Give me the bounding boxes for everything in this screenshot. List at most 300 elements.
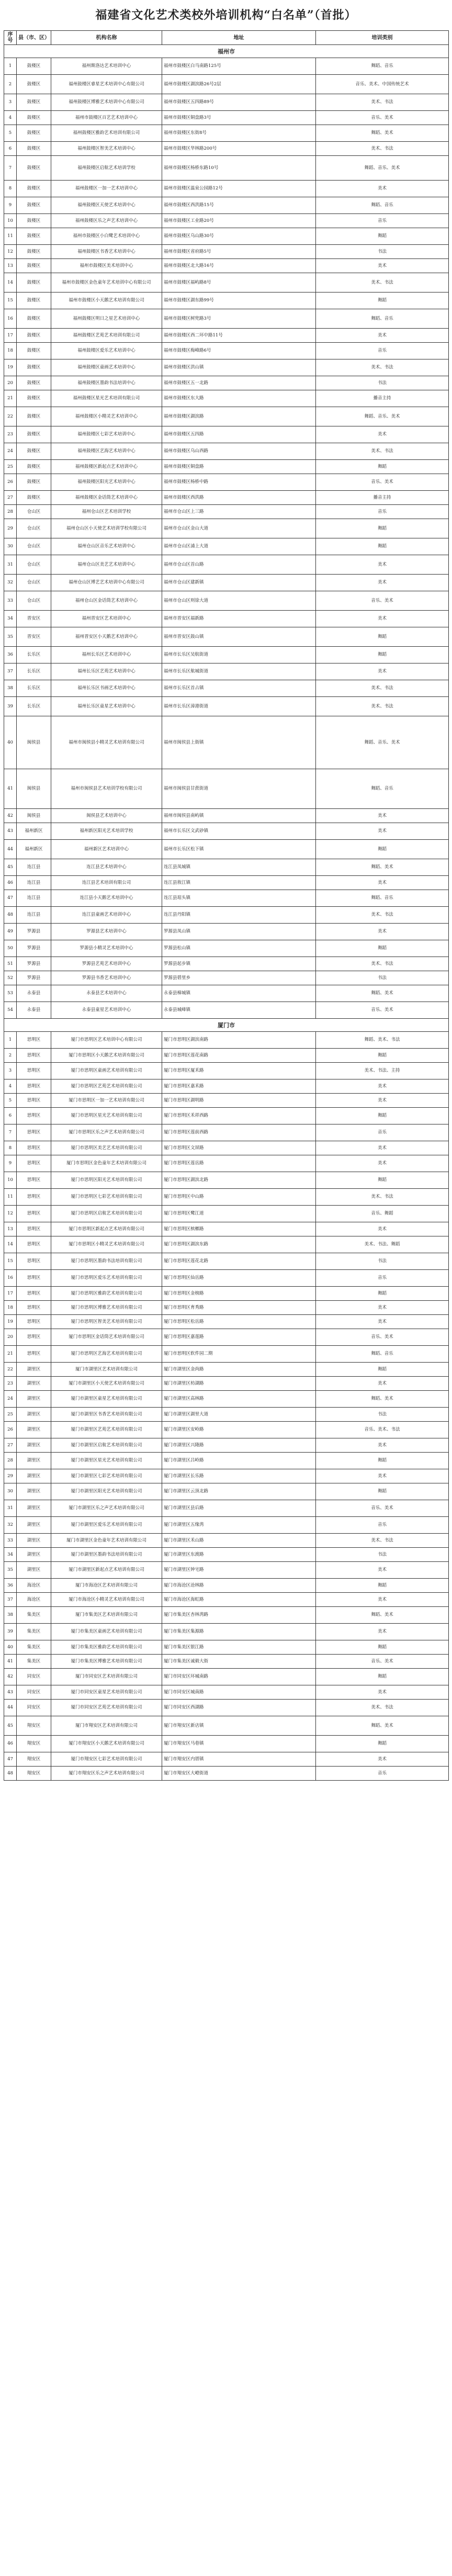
cell-name: 厦门市思明区七彩艺术培训有限公司 <box>51 1189 162 1206</box>
cell-address: 罗源县松山镇 <box>162 940 316 957</box>
cell-number: 2 <box>4 75 17 94</box>
cell-number: 44 <box>4 1700 17 1716</box>
cell-area: 仓山区 <box>17 519 51 538</box>
cell-type: 舞蹈 <box>316 460 449 474</box>
cell-number: 23 <box>4 1377 17 1391</box>
cell-type: 美术、书法 <box>316 957 449 971</box>
cell-type: 舞蹈 <box>316 1736 449 1752</box>
cell-area: 思明区 <box>17 1287 51 1301</box>
cell-number: 32 <box>4 1517 17 1534</box>
table-row <box>4 957 449 971</box>
cell-address: 厦门市湖里区长乐路 <box>162 1469 316 1483</box>
cell-area: 仓山区 <box>17 555 51 575</box>
cell-type: 美术 <box>316 181 449 197</box>
cell-type: 舞蹈 <box>316 1453 449 1469</box>
cell-number: 30 <box>4 1483 17 1500</box>
cell-name: 厦门市集美区艺术培训有限公司 <box>51 1607 162 1624</box>
cell-name: 厦门市思明区金色童年艺术培训有限公司 <box>51 1155 162 1172</box>
cell-area: 湖里区 <box>17 1483 51 1500</box>
cell-address: 厦门市集美区诚毅大街 <box>162 1655 316 1669</box>
cell-area: 鼓楼区 <box>17 376 51 390</box>
cell-type: 音乐、美术 <box>316 1655 449 1669</box>
cell-number: 7 <box>4 1124 17 1141</box>
cell-number: 40 <box>4 716 17 769</box>
cell-area: 湖里区 <box>17 1422 51 1438</box>
table-row <box>4 181 449 197</box>
cell-name: 厦门市湖里区艺苑艺术培训有限公司 <box>51 1422 162 1438</box>
cell-type: 美术 <box>316 1624 449 1640</box>
cell-number: 38 <box>4 1607 17 1624</box>
table-row <box>4 697 449 716</box>
cell-number: 14 <box>4 273 17 293</box>
cell-area: 罗源县 <box>17 971 51 985</box>
cell-type: 美术 <box>316 1752 449 1767</box>
cell-address: 厦门市思明区软件园二期 <box>162 1346 316 1363</box>
table-row <box>4 809 449 823</box>
cell-area: 同安区 <box>17 1669 51 1685</box>
cell-type: 美术 <box>316 1377 449 1391</box>
cell-address: 厦门市湖里区云顶北路 <box>162 1483 316 1500</box>
cell-address: 厦门市思明区湖明路 <box>162 1094 316 1108</box>
cell-number: 44 <box>4 840 17 859</box>
cell-address: 福州市鼓楼区五四路89号 <box>162 94 316 111</box>
cell-name: 福州鼓楼区雅韵艺术培训有限公司 <box>51 125 162 142</box>
cell-area: 长乐区 <box>17 680 51 697</box>
table-row <box>4 491 449 505</box>
table-row <box>4 426 449 443</box>
cell-name: 福州鼓楼区爱乐艺术培训中心 <box>51 343 162 359</box>
cell-name: 连江县艺术培训有限公司 <box>51 876 162 890</box>
cell-address: 福州市仓山区建新镇 <box>162 575 316 591</box>
table-row <box>4 58 449 75</box>
cell-type: 美术 <box>316 1094 449 1108</box>
cell-name: 厦门市思明区美艺艺术培训有限公司 <box>51 1141 162 1155</box>
cell-address: 福州市鼓楼区西洪路15号 <box>162 197 316 214</box>
cell-address: 福州市长乐区首占镇 <box>162 680 316 697</box>
cell-number: 29 <box>4 519 17 538</box>
cell-address: 厦门市海沧区沧林路 <box>162 1579 316 1593</box>
cell-type: 美术 <box>316 1315 449 1329</box>
cell-type: 舞蹈 <box>316 293 449 309</box>
cell-area: 翔安区 <box>17 1767 51 1781</box>
cell-name: 福州鼓楼区新起点艺术培训中心 <box>51 460 162 474</box>
cell-type: 舞蹈、美术 <box>316 859 449 876</box>
cell-area: 湖里区 <box>17 1363 51 1377</box>
table-row <box>4 985 449 1002</box>
cell-number: 37 <box>4 1593 17 1607</box>
cell-number: 45 <box>4 1716 17 1736</box>
cell-number: 36 <box>4 1579 17 1593</box>
table-row <box>4 1517 449 1534</box>
table-row <box>4 1079 449 1094</box>
cell-number: 18 <box>4 1301 17 1315</box>
cell-type: 舞蹈 <box>316 1049 449 1063</box>
cell-type: 音乐 <box>316 505 449 519</box>
cell-type: 舞蹈 <box>316 1579 449 1593</box>
cell-address: 福州市鼓楼区湖东路99号 <box>162 293 316 309</box>
cell-address: 厦门市思明区禾祥西路 <box>162 1108 316 1124</box>
cell-address: 福州市仓山区金山大道 <box>162 519 316 538</box>
cell-name: 罗源县书香艺术培训中心 <box>51 971 162 985</box>
cell-number: 33 <box>4 1534 17 1548</box>
table-body <box>4 45 449 1781</box>
table-row <box>4 1767 449 1781</box>
cell-type: 美术 <box>316 1562 449 1579</box>
cell-type: 音乐、美术、书法 <box>316 1422 449 1438</box>
cell-address: 福州市长乐区吴航街道 <box>162 647 316 663</box>
cell-name: 福州鼓楼区墨韵书法培训中心 <box>51 376 162 390</box>
cell-name: 厦门市思明区艺术培训中心有限公司 <box>51 1032 162 1049</box>
table-row <box>4 907 449 924</box>
header-address: 地址 <box>162 31 316 45</box>
cell-number: 43 <box>4 1685 17 1700</box>
cell-name: 厦门市思明区爱乐艺术培训有限公司 <box>51 1270 162 1287</box>
cell-address: 福州市晋安区福新路 <box>162 611 316 627</box>
table-row <box>4 769 449 809</box>
cell-area: 晋安区 <box>17 611 51 627</box>
cell-number: 2 <box>4 1049 17 1063</box>
table-row <box>4 1624 449 1640</box>
cell-name: 厦门市翔安区小天鹅艺术培训有限公司 <box>51 1736 162 1752</box>
table-row <box>4 1391 449 1408</box>
cell-number: 42 <box>4 1669 17 1685</box>
cell-number: 30 <box>4 538 17 555</box>
cell-address: 厦门市湖里区湖里大道 <box>162 1408 316 1422</box>
section-row <box>4 45 449 58</box>
cell-number: 1 <box>4 58 17 75</box>
cell-address: 厦门市思明区嘉禾路 <box>162 1079 316 1094</box>
cell-area: 鼓楼区 <box>17 94 51 111</box>
cell-address: 永泰县樟城镇 <box>162 985 316 1002</box>
cell-area: 鼓楼区 <box>17 156 51 181</box>
cell-name: 厦门市翔安区七彩艺术培训有限公司 <box>51 1752 162 1767</box>
cell-number: 49 <box>4 924 17 940</box>
cell-area: 鼓楼区 <box>17 474 51 491</box>
cell-type: 舞蹈、美术 <box>316 985 449 1002</box>
cell-type: 美术、书法 <box>316 907 449 924</box>
cell-area: 同安区 <box>17 1700 51 1716</box>
cell-address: 厦门市思明区莲岳路 <box>162 1155 316 1172</box>
table-row <box>4 1222 449 1236</box>
cell-name: 福州长乐区书画艺术培训中心 <box>51 680 162 697</box>
cell-area: 思明区 <box>17 1315 51 1329</box>
cell-area: 思明区 <box>17 1049 51 1063</box>
table-row <box>4 1422 449 1438</box>
cell-address: 福州市鼓楼区西二环中路11号 <box>162 329 316 343</box>
cell-type: 美术、书法 <box>316 273 449 293</box>
cell-area: 鼓楼区 <box>17 125 51 142</box>
table-row <box>4 890 449 907</box>
cell-area: 翔安区 <box>17 1716 51 1736</box>
cell-area: 思明区 <box>17 1063 51 1079</box>
cell-number: 13 <box>4 259 17 273</box>
cell-number: 3 <box>4 94 17 111</box>
cell-address: 厦门市思明区湖滨北路 <box>162 1172 316 1189</box>
cell-number: 4 <box>4 111 17 125</box>
cell-name: 厦门市同安区艺苑艺术培训有限公司 <box>51 1700 162 1716</box>
table-row <box>4 94 449 111</box>
cell-area: 鼓楼区 <box>17 259 51 273</box>
cell-address: 罗源县起步镇 <box>162 957 316 971</box>
cell-area: 同安区 <box>17 1685 51 1700</box>
cell-address: 福州市长乐区松下镇 <box>162 840 316 859</box>
cell-number: 25 <box>4 460 17 474</box>
cell-type: 音乐、美术 <box>316 591 449 611</box>
cell-type: 美术 <box>316 1685 449 1700</box>
table-row <box>4 1752 449 1767</box>
table-row <box>4 460 449 474</box>
table-row <box>4 376 449 390</box>
cell-name: 福州鼓楼区书香艺术培训中心 <box>51 245 162 259</box>
cell-area: 永泰县 <box>17 1002 51 1019</box>
cell-name: 厦门市思明区童画艺术培训有限公司 <box>51 1063 162 1079</box>
cell-type: 美术 <box>316 1141 449 1155</box>
cell-address: 福州市鼓楼区东街8号 <box>162 125 316 142</box>
cell-address: 厦门市同安区西湖路 <box>162 1700 316 1716</box>
document-title-text: 福建省文化艺术类校外培训机构“白名单”（首批） <box>95 8 357 22</box>
cell-number: 48 <box>4 907 17 924</box>
cell-number: 53 <box>4 985 17 1002</box>
cell-area: 思明区 <box>17 1155 51 1172</box>
cell-area: 集美区 <box>17 1607 51 1624</box>
cell-address: 厦门市思明区鹭江道 <box>162 1206 316 1222</box>
cell-name: 厦门市思明区博雅艺术培训有限公司 <box>51 1301 162 1315</box>
cell-number: 52 <box>4 971 17 985</box>
cell-name: 福州市鼓楼区小白鹭艺术培训中心 <box>51 228 162 245</box>
cell-address: 福州市鼓楼区东大路 <box>162 390 316 407</box>
cell-name: 厦门市翔安区乐之声艺术培训有限公司 <box>51 1767 162 1781</box>
cell-address: 厦门市思明区莲前西路 <box>162 1124 316 1141</box>
cell-address: 福州市鼓楼区温泉公园路12号 <box>162 181 316 197</box>
table-row <box>4 1253 449 1270</box>
cell-name: 福州长乐区艺术培训中心 <box>51 647 162 663</box>
cell-address: 福州市鼓楼区西洪路 <box>162 491 316 505</box>
cell-number: 36 <box>4 647 17 663</box>
cell-number: 26 <box>4 1422 17 1438</box>
cell-area: 罗源县 <box>17 924 51 940</box>
table-row <box>4 627 449 647</box>
cell-number: 10 <box>4 1172 17 1189</box>
table-row <box>4 591 449 611</box>
cell-area: 鼓楼区 <box>17 75 51 94</box>
cell-type: 美术 <box>316 1469 449 1483</box>
table-row <box>4 940 449 957</box>
cell-type: 舞蹈 <box>316 647 449 663</box>
cell-number: 46 <box>4 876 17 890</box>
cell-name: 厦门市湖里区阳光艺术培训有限公司 <box>51 1483 162 1500</box>
cell-name: 福州鼓楼区艺海艺术培训中心 <box>51 443 162 460</box>
table-row <box>4 1063 449 1079</box>
table-row <box>4 1534 449 1548</box>
table-row <box>4 555 449 575</box>
cell-name: 厦门市思明区艺苑艺术培训有限公司 <box>51 1079 162 1094</box>
cell-area: 思明区 <box>17 1329 51 1346</box>
cell-number: 34 <box>4 1548 17 1562</box>
table-row <box>4 1189 449 1206</box>
cell-type: 音乐 <box>316 1270 449 1287</box>
table-row <box>4 1669 449 1685</box>
cell-type: 舞蹈 <box>316 1363 449 1377</box>
cell-name: 罗源县艺苑艺术培训中心 <box>51 957 162 971</box>
cell-name: 福州仓山区小天使艺术培训学校有限公司 <box>51 519 162 538</box>
cell-type: 美术、书法 <box>316 1189 449 1206</box>
cell-address: 厦门市思明区金榜路 <box>162 1287 316 1301</box>
cell-address: 厦门市思明区湖滨南路 <box>162 1032 316 1049</box>
cell-address: 厦门市翔安区新店镇 <box>162 1716 316 1736</box>
cell-number: 21 <box>4 1346 17 1363</box>
cell-type: 美术 <box>316 1438 449 1453</box>
table-row <box>4 1141 449 1155</box>
cell-address: 罗源县凤山镇 <box>162 924 316 940</box>
cell-type: 播音主持 <box>316 390 449 407</box>
cell-number: 7 <box>4 156 17 181</box>
cell-type: 美术 <box>316 329 449 343</box>
cell-area: 湖里区 <box>17 1548 51 1562</box>
cell-address: 厦门市湖里区禾山路 <box>162 1534 316 1548</box>
cell-address: 福州市鼓楼区五一北路 <box>162 376 316 390</box>
cell-address: 福州市晋安区鼓山镇 <box>162 627 316 647</box>
cell-name: 福州鼓楼区星光艺术培训有限公司 <box>51 390 162 407</box>
table-row <box>4 1329 449 1346</box>
table-row <box>4 1032 449 1049</box>
cell-address: 连江县凤城镇 <box>162 859 316 876</box>
cell-name: 厦门市集美区童画艺术培训有限公司 <box>51 1624 162 1640</box>
table-row <box>4 1736 449 1752</box>
cell-number: 28 <box>4 505 17 519</box>
cell-name: 厦门市翔安区艺术培训有限公司 <box>51 1716 162 1736</box>
cell-number: 39 <box>4 1624 17 1640</box>
cell-address: 厦门市湖里区高林路 <box>162 1391 316 1408</box>
cell-number: 50 <box>4 940 17 957</box>
cell-address: 厦门市湖里区吕岭路 <box>162 1453 316 1469</box>
cell-area: 思明区 <box>17 1346 51 1363</box>
cell-type: 美术 <box>316 259 449 273</box>
cell-number: 16 <box>4 1270 17 1287</box>
cell-name: 厦门市湖里区书香艺术培训有限公司 <box>51 1408 162 1422</box>
cell-type: 音乐、美术 <box>316 1500 449 1517</box>
table-row <box>4 1716 449 1736</box>
cell-name: 福州仓山区音乐艺术培训中心 <box>51 538 162 555</box>
cell-number: 28 <box>4 1453 17 1469</box>
table-row <box>4 142 449 156</box>
cell-number: 17 <box>4 329 17 343</box>
cell-address: 厦门市翔安区大嶝街道 <box>162 1767 316 1781</box>
cell-number: 6 <box>4 1108 17 1124</box>
cell-number: 22 <box>4 407 17 426</box>
cell-address: 罗源县碧里乡 <box>162 971 316 985</box>
cell-type: 美术、书法 <box>316 697 449 716</box>
cell-number: 19 <box>4 359 17 376</box>
cell-type: 播音主持 <box>316 491 449 505</box>
cell-name: 连江县小天鹅艺术培训中心 <box>51 890 162 907</box>
cell-type: 舞蹈 <box>316 840 449 859</box>
cell-type: 舞蹈 <box>316 228 449 245</box>
table-row <box>4 575 449 591</box>
table-row <box>4 359 449 376</box>
cell-name: 福州新区艺术培训中心 <box>51 840 162 859</box>
section-label: 厦门市 <box>4 1019 449 1032</box>
cell-type: 美术、书法 <box>316 680 449 697</box>
cell-name: 厦门市湖里区墨韵书法培训有限公司 <box>51 1548 162 1562</box>
cell-type: 音乐、美术 <box>316 474 449 491</box>
cell-number: 32 <box>4 575 17 591</box>
table-row <box>4 1579 449 1593</box>
cell-address: 福州市鼓楼区白马南路125号 <box>162 58 316 75</box>
table-row <box>4 197 449 214</box>
cell-number: 1 <box>4 1032 17 1049</box>
cell-name: 厦门市湖里区艺术培训有限公司 <box>51 1363 162 1377</box>
cell-address: 厦门市思明区松岳路 <box>162 1315 316 1329</box>
cell-area: 福州新区 <box>17 840 51 859</box>
cell-name: 厦门市思明区星光艺术培训有限公司 <box>51 1108 162 1124</box>
table-row <box>4 1640 449 1655</box>
cell-number: 31 <box>4 555 17 575</box>
cell-area: 湖里区 <box>17 1562 51 1579</box>
cell-number: 6 <box>4 142 17 156</box>
cell-address: 厦门市思明区莲花北路 <box>162 1253 316 1270</box>
cell-name: 福州市闽侯县艺术培训学校有限公司 <box>51 769 162 809</box>
cell-name: 福州长乐区艺苑艺术培训中心 <box>51 663 162 680</box>
cell-name: 福州晋安区艺术培训中心 <box>51 611 162 627</box>
cell-area: 思明区 <box>17 1172 51 1189</box>
cell-address: 福州市鼓楼区树兜路3号 <box>162 309 316 329</box>
cell-type: 音乐、美术 <box>316 1329 449 1346</box>
cell-address: 福州市鼓楼区华林路200号 <box>162 142 316 156</box>
cell-area: 闽侯县 <box>17 809 51 823</box>
cell-address: 厦门市海沧区海虹路 <box>162 1593 316 1607</box>
cell-number: 37 <box>4 663 17 680</box>
cell-type: 音乐、美术、中国传统艺术 <box>316 75 449 94</box>
cell-address: 福州市鼓楼区乌山路30号 <box>162 228 316 245</box>
cell-address: 福州市鼓楼区福屿路8号 <box>162 273 316 293</box>
cell-type: 美术、书法、舞蹈 <box>316 1236 449 1253</box>
table-row <box>4 1655 449 1669</box>
cell-address: 福州市长乐区航城街道 <box>162 663 316 680</box>
cell-name: 厦门市同安区艺术培训有限公司 <box>51 1669 162 1685</box>
cell-name: 厦门市思明区智美艺术培训有限公司 <box>51 1315 162 1329</box>
cell-name: 连江县童画艺术培训中心 <box>51 907 162 924</box>
table-row <box>4 611 449 627</box>
cell-address: 厦门市思明区湖滨东路 <box>162 1236 316 1253</box>
cell-type: 美术、书法、主持 <box>316 1063 449 1079</box>
cell-name: 厦门市湖里区七彩艺术培训有限公司 <box>51 1469 162 1483</box>
cell-type: 舞蹈、美术 <box>316 1607 449 1624</box>
cell-area: 翔安区 <box>17 1736 51 1752</box>
cell-number: 41 <box>4 769 17 809</box>
cell-address: 福州市鼓楼区铜盘路 <box>162 460 316 474</box>
cell-address: 连江县敖江镇 <box>162 876 316 890</box>
cell-name: 厦门市集美区雅韵艺术培训有限公司 <box>51 1640 162 1655</box>
cell-number: 16 <box>4 309 17 329</box>
table-header-row <box>4 31 449 45</box>
cell-name: 厦门市湖里区启航艺术培训有限公司 <box>51 1438 162 1453</box>
cell-type: 美术 <box>316 1155 449 1172</box>
cell-address: 福州市鼓楼区杨桥中路 <box>162 474 316 491</box>
cell-address: 厦门市湖里区安岭路 <box>162 1422 316 1438</box>
cell-name: 福州鼓楼区博雅艺术培训中心有限公司 <box>51 94 162 111</box>
cell-type: 美术、书法 <box>316 359 449 376</box>
cell-number: 5 <box>4 1094 17 1108</box>
cell-name: 厦门市湖里区星光艺术培训有限公司 <box>51 1453 162 1469</box>
cell-number: 46 <box>4 1736 17 1752</box>
cell-number: 17 <box>4 1287 17 1301</box>
cell-area: 连江县 <box>17 859 51 876</box>
cell-number: 10 <box>4 214 17 228</box>
cell-number: 38 <box>4 680 17 697</box>
cell-area: 仓山区 <box>17 538 51 555</box>
cell-type: 舞蹈 <box>316 940 449 957</box>
cell-area: 鼓楼区 <box>17 443 51 460</box>
